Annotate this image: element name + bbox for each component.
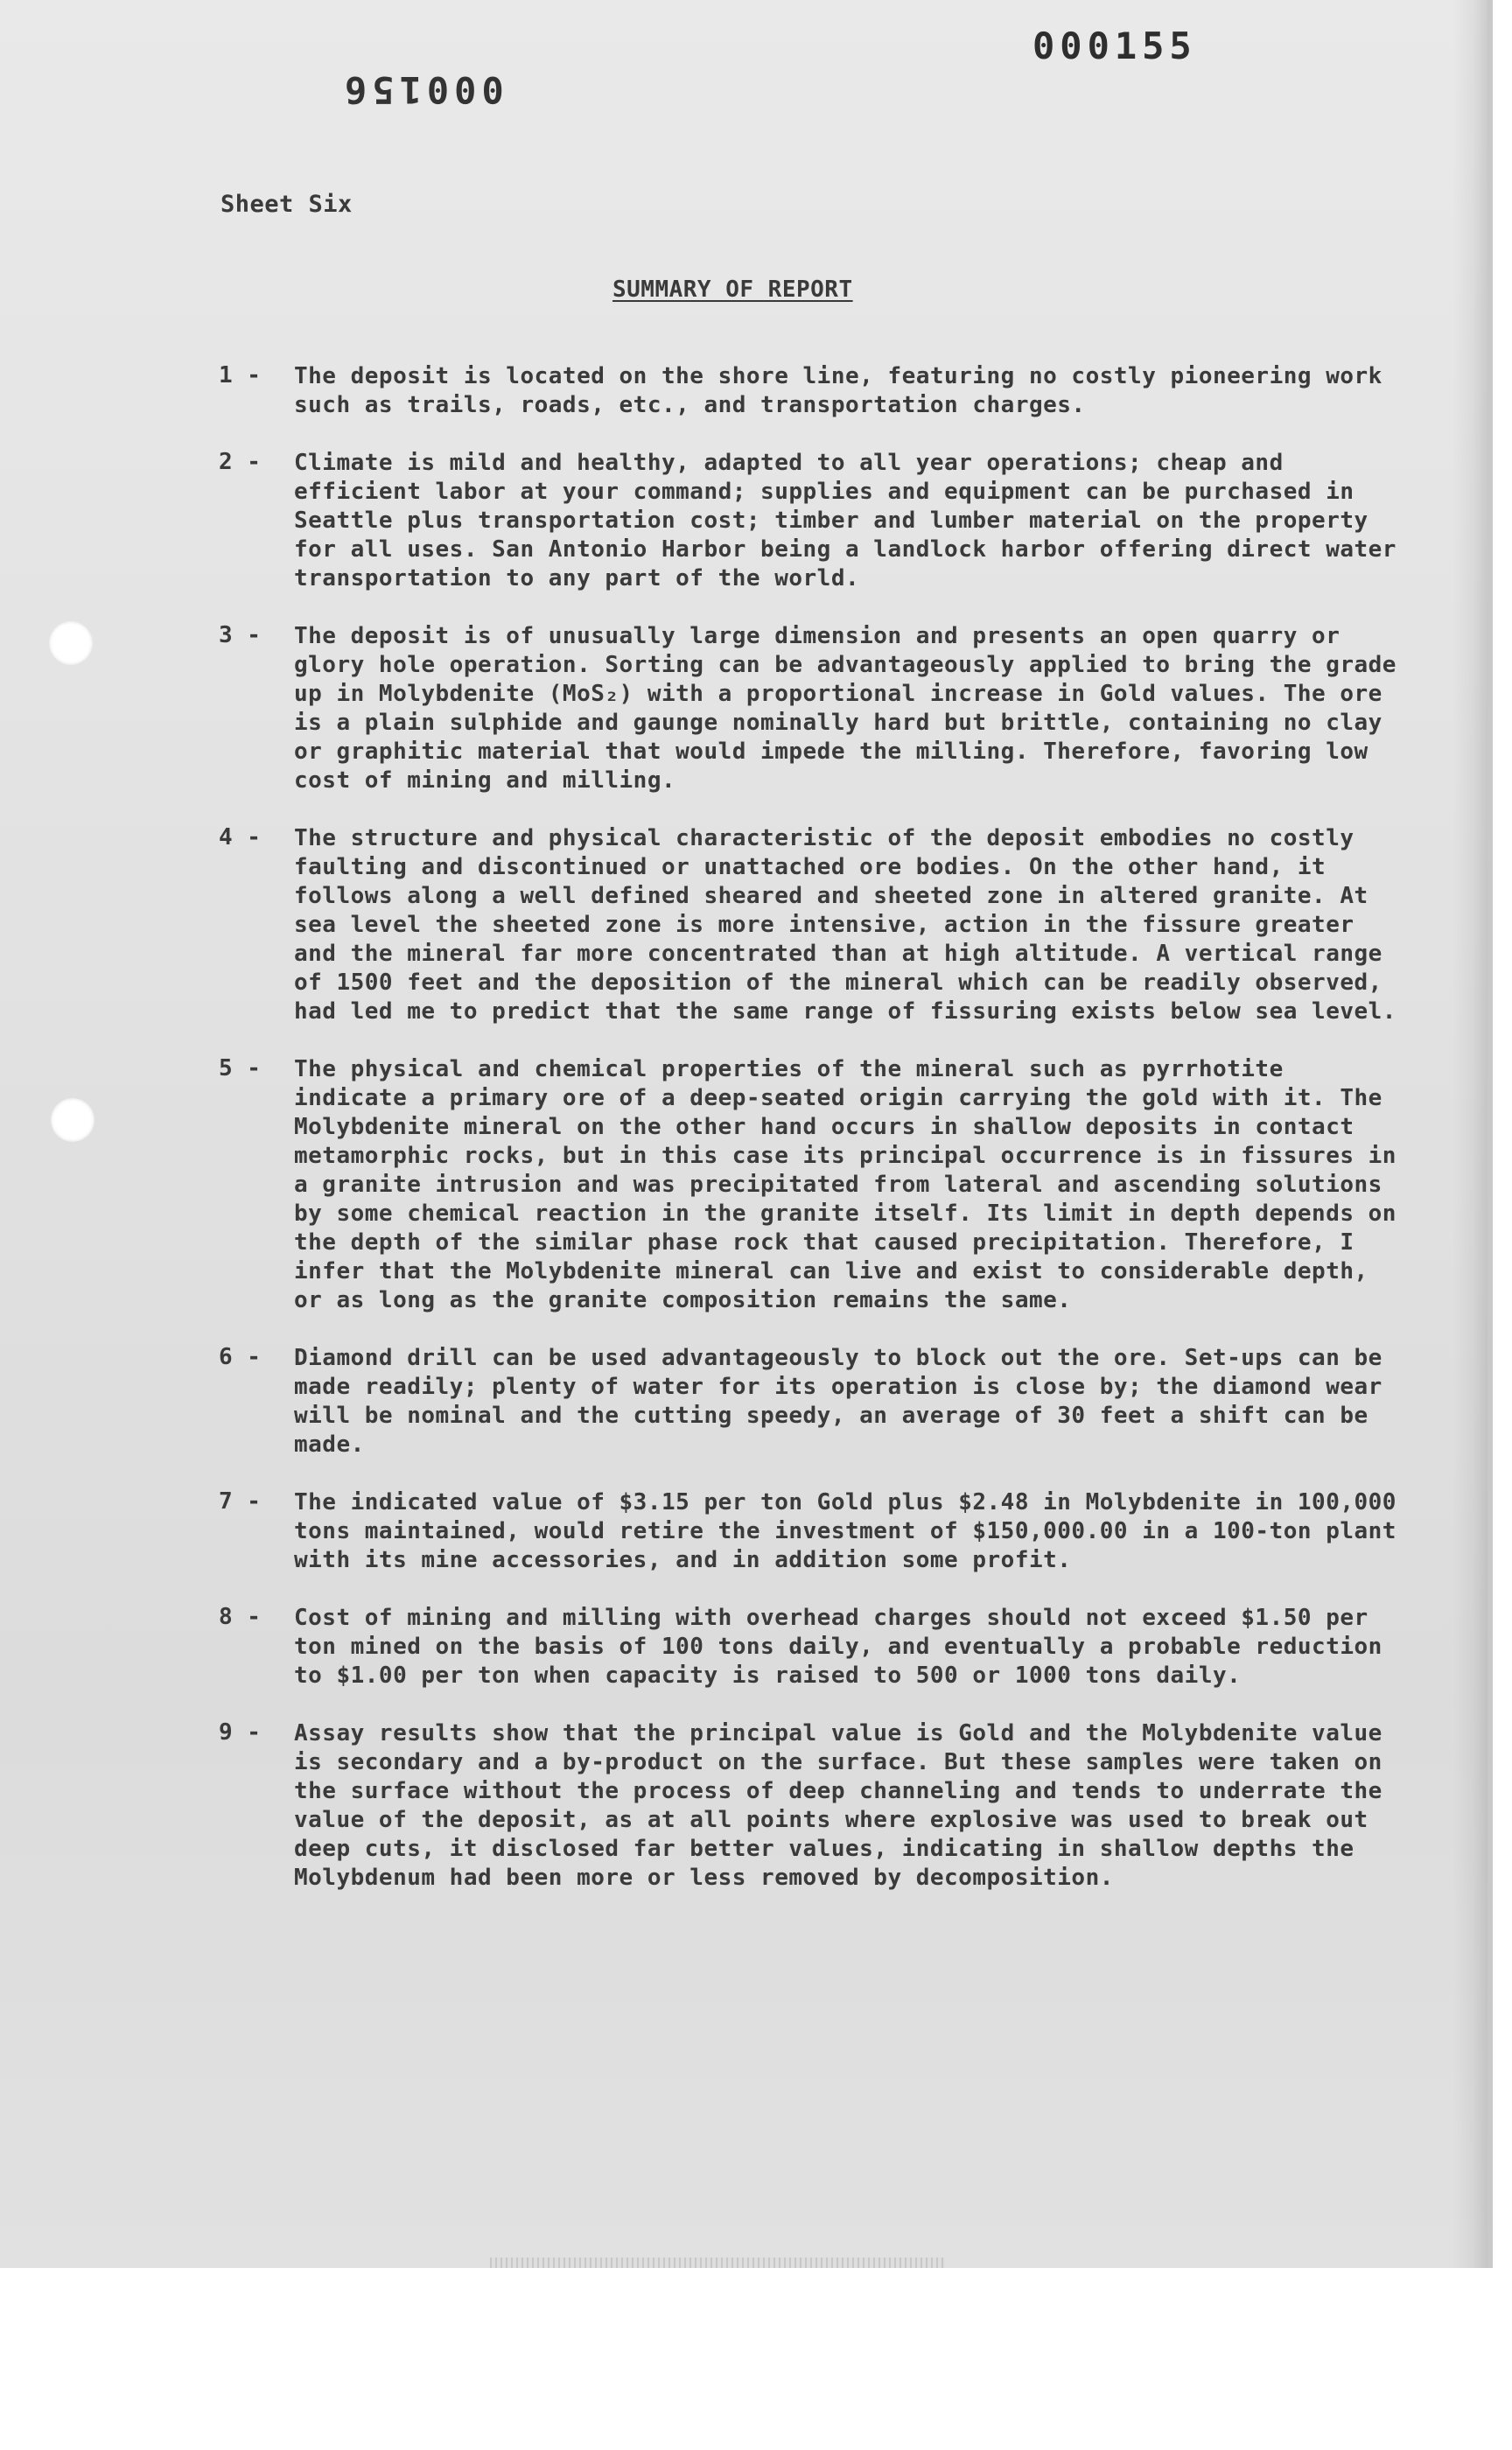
item-number: 7 - [219,1488,262,1515]
item-text: The deposit is of unusually large dimension and presents an open quarry or glory hole operation. Sorting can be advantageously applied to bring the grade up in Molybdenite (MoS₂) with a proportional increase in Gold values. The ore is a plain sulphide and gaunge nominally hard but brittle, containing no clay or graphitic material that would impede the milling. Therefore, favoring low cost of mining and milling. [294,623,1396,794]
list-item [219,1055,1400,1315]
item-text: Diamond drill can be used advantageously to block out the ore. Set-ups can be made readily; plenty of water for its operation is close by; the diamond wear will be nominal and the cutting speedy, an average of 30 feet a shift can be made. [294,1345,1382,1458]
item-number: 2 - [219,449,262,475]
item-text: Assay results show that the principal value is Gold and the Molybdenite value is secondary and a by-product on the surface. But these samples were taken on the surface without the process of deep channeling and tends to underrate the value of the deposit, as at all points where explosive was used to break out deep cuts, it disclosed far better values, indicating in shallow depths the Molybdenum had been more or less removed by decomposition. [294,1720,1382,1891]
scan-artifact-strip [490,2258,945,2268]
item-text: Cost of mining and milling with overhead charges should not exceed $1.50 per ton mined on the basis of 100 tons daily, and eventually a probable reduction to $1.00 per ton when capacity is raised to 500 or 1000 tons daily. [294,1605,1382,1689]
item-text: The physical and chemical properties of the mineral such as pyrrhotite indicate a primary ore of a deep-seated origin carrying the gold with it. The Molybdenite mineral on the other hand occurs in shallow deposits in contact metamorphic rocks, but in this case its principal occurrence is in fissures in a granite intrusion and was precipitated from lateral and ascending solutions by some chemical reaction in the granite itself. Its limit in depth depends on the depth of the similar phase rock that caused precipitation. Therefore, I infer that the Molybdenite mineral can live and exist to considerable depth, or as long as the granite composition remains the same. [294,1056,1396,1313]
item-number: 8 - [219,1604,262,1630]
page-title: SUMMARY OF REPORT [612,276,853,303]
list-item [219,362,1400,420]
paper-edge-shadow [1452,0,1488,2268]
item-text: The structure and physical characteristic of the deposit embodies no costly faulting and discontinued or unattached ore bodies. On the other hand, it follows along a well defined sheared and sheeted zone in altered granite. At sea level the sheeted zone is more intensive, action in the fissure greater and the mineral far more concentrated than at high altitude. A vertical range of 1500 feet and the deposition of the mineral which can be readily observed, had led me to predict that the same range of fissuring exists below sea level. [294,825,1396,1025]
list-item [219,1719,1400,1893]
document-number: 000155 [1032,24,1197,67]
item-number: 3 - [219,622,262,648]
list-item [219,1488,1400,1575]
punch-hole [51,1098,94,1142]
list-item [219,824,1400,1026]
list-item [219,1604,1400,1690]
item-text: Climate is mild and healthy, adapted to all year operations; cheap and efficient labor at your command; supplies and equipment can be purchased in Seattle plus transportation cost; timber and lumber material on the property for all uses. San Antonio Harbor being a landlock harbor offering direct water transportation to any part of the world. [294,450,1396,592]
summary-list [219,362,1400,1922]
item-number: 6 - [219,1344,262,1370]
list-item [219,449,1400,593]
list-item [219,1344,1400,1460]
item-number: 4 - [219,824,262,850]
punch-hole [49,621,93,665]
item-text: The deposit is located on the shore line, featuring no costly pioneering work such as trails, roads, etc., and transportation charges. [294,363,1382,418]
item-text: The indicated value of $3.15 per ton Gold plus $2.48 in Molybdenite in 100,000 tons maintained, would retire the investment of $150,000.00 in a 100-ton plant with its mine accessories, and in addition some profit. [294,1489,1396,1573]
item-number: 5 - [219,1055,262,1082]
stamp-number: 000156 [340,68,504,111]
sheet-label: Sheet Six [220,191,353,218]
item-number: 1 - [219,362,262,388]
list-item [219,622,1400,795]
item-number: 9 - [219,1719,262,1746]
